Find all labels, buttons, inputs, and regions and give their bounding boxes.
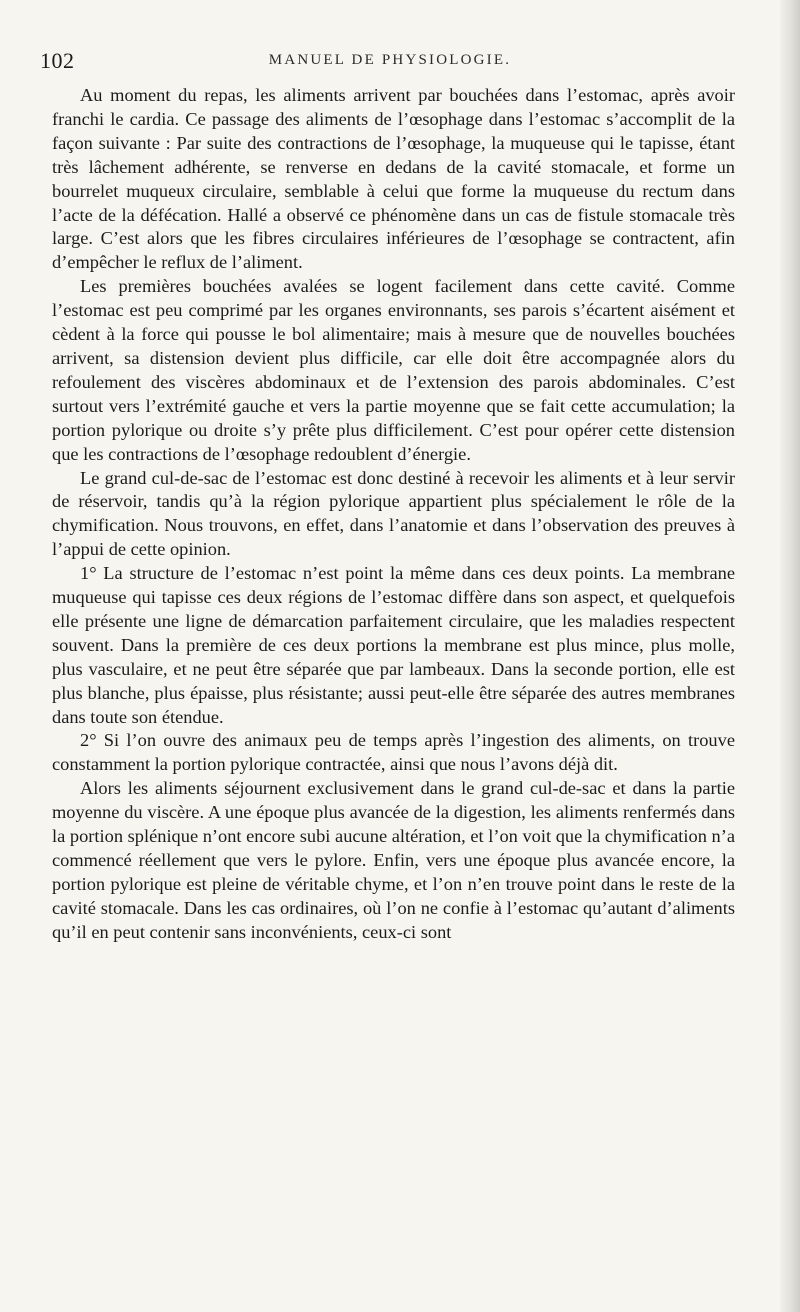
page-edge-shadow [780, 0, 800, 1312]
paragraph: Au moment du repas, les aliments arrivent par bouchées dans l’estomac, après avoir franchi le cardia. Ce passage des aliments de l’œsophage dans l’estomac s’accomplit de la façon suivante : Par suite des contractions de l’œsophage, la muqueuse qui le tapisse, étant très lâchement adhérente, se renverse en dedans de la cavité stomacale, et forme un bourrelet muqueux circulaire, semblable à celui que forme la muqueuse du rectum dans l’acte de la défécation. Hallé a observé ce phénomène dans un cas de fistule stomacale très large. C’est alors que les fibres circulaires inférieures de l’œsophage se contractent, afin d’empêcher le reflux de l’aliment. [52, 85, 735, 273]
page-number: 102 [40, 48, 75, 73]
paragraph: Le grand cul-de-sac de l’estomac est donc destiné à recevoir les aliments et à leur servir de réservoir, tandis qu’à la région pylorique appartient plus spécialement le rôle de la chymification. Nous trouvons, en effet, dans l’anatomie et dans l’observation des preuves à l’appui de cette opinion. [52, 467, 735, 560]
paragraph: Les premières bouchées avalées se logent facilement dans cette cavité. Comme l’estomac est peu comprimé par les organes environnants, ses parois s’écartent aisément et cèdent à la force qui pousse le bol alimentaire; mais à mesure que de nouvelles bouchées arrivent, sa distension devient plus difficile, car elle doit être accompagnée alors du refoulement des viscères abdominaux et de l’extension des parois abdominales. C’est surtout vers l’extrémité gauche et vers la partie moyenne que se fait cette accumulation; la portion pylorique ou droite s’y prête plus difficilement. C’est pour opérer cette distension que les contractions de l’œsophage redoublent d’énergie. [52, 276, 735, 464]
paragraph: Alors les aliments séjournent exclusivement dans le grand cul-de-sac et dans la partie moyenne du viscère. A une époque plus avancée de la digestion, les aliments renfermés dans la portion splénique n’ont encore subi aucune altération, et l’on voit que la chymification n’a commencé réellement que vers le pylore. Enfin, vers une époque plus avancée encore, la portion pylorique est pleine de véritable chyme, et l’on n’en trouve point dans le reste de la cavité stomacale. Dans les cas ordinaires, où l’on ne confie à l’estomac qu’autant d’aliments qu’il en peut contenir sans inconvénients, ceux-ci sont [52, 778, 735, 942]
paragraph: 2° Si l’on ouvre des animaux peu de temps après l’ingestion des aliments, on trouve constamment la portion pylorique contractée, ainsi que nous l’avons déjà dit. [52, 730, 735, 775]
paragraph: 1° La structure de l’estomac n’est point la même dans ces deux points. La membrane muqueuse qui tapisse ces deux régions de l’estomac diffère dans son aspect, et quelquefois elle présente une ligne de démarcation parfaitement circulaire, que les maladies respectent souvent. Dans la première de ces deux portions la membrane est plus mince, plus molle, plus vasculaire, et ne peut être séparée que par lambeaux. Dans la seconde portion, elle est plus blanche, plus épaisse, plus résistante; aussi peut-elle être séparée des autres membranes dans toute son étendue. [52, 563, 735, 727]
body-text [52, 84, 735, 945]
running-head: MANUEL DE PHYSIOLOGIE. [268, 52, 512, 68]
page-header [40, 48, 740, 78]
